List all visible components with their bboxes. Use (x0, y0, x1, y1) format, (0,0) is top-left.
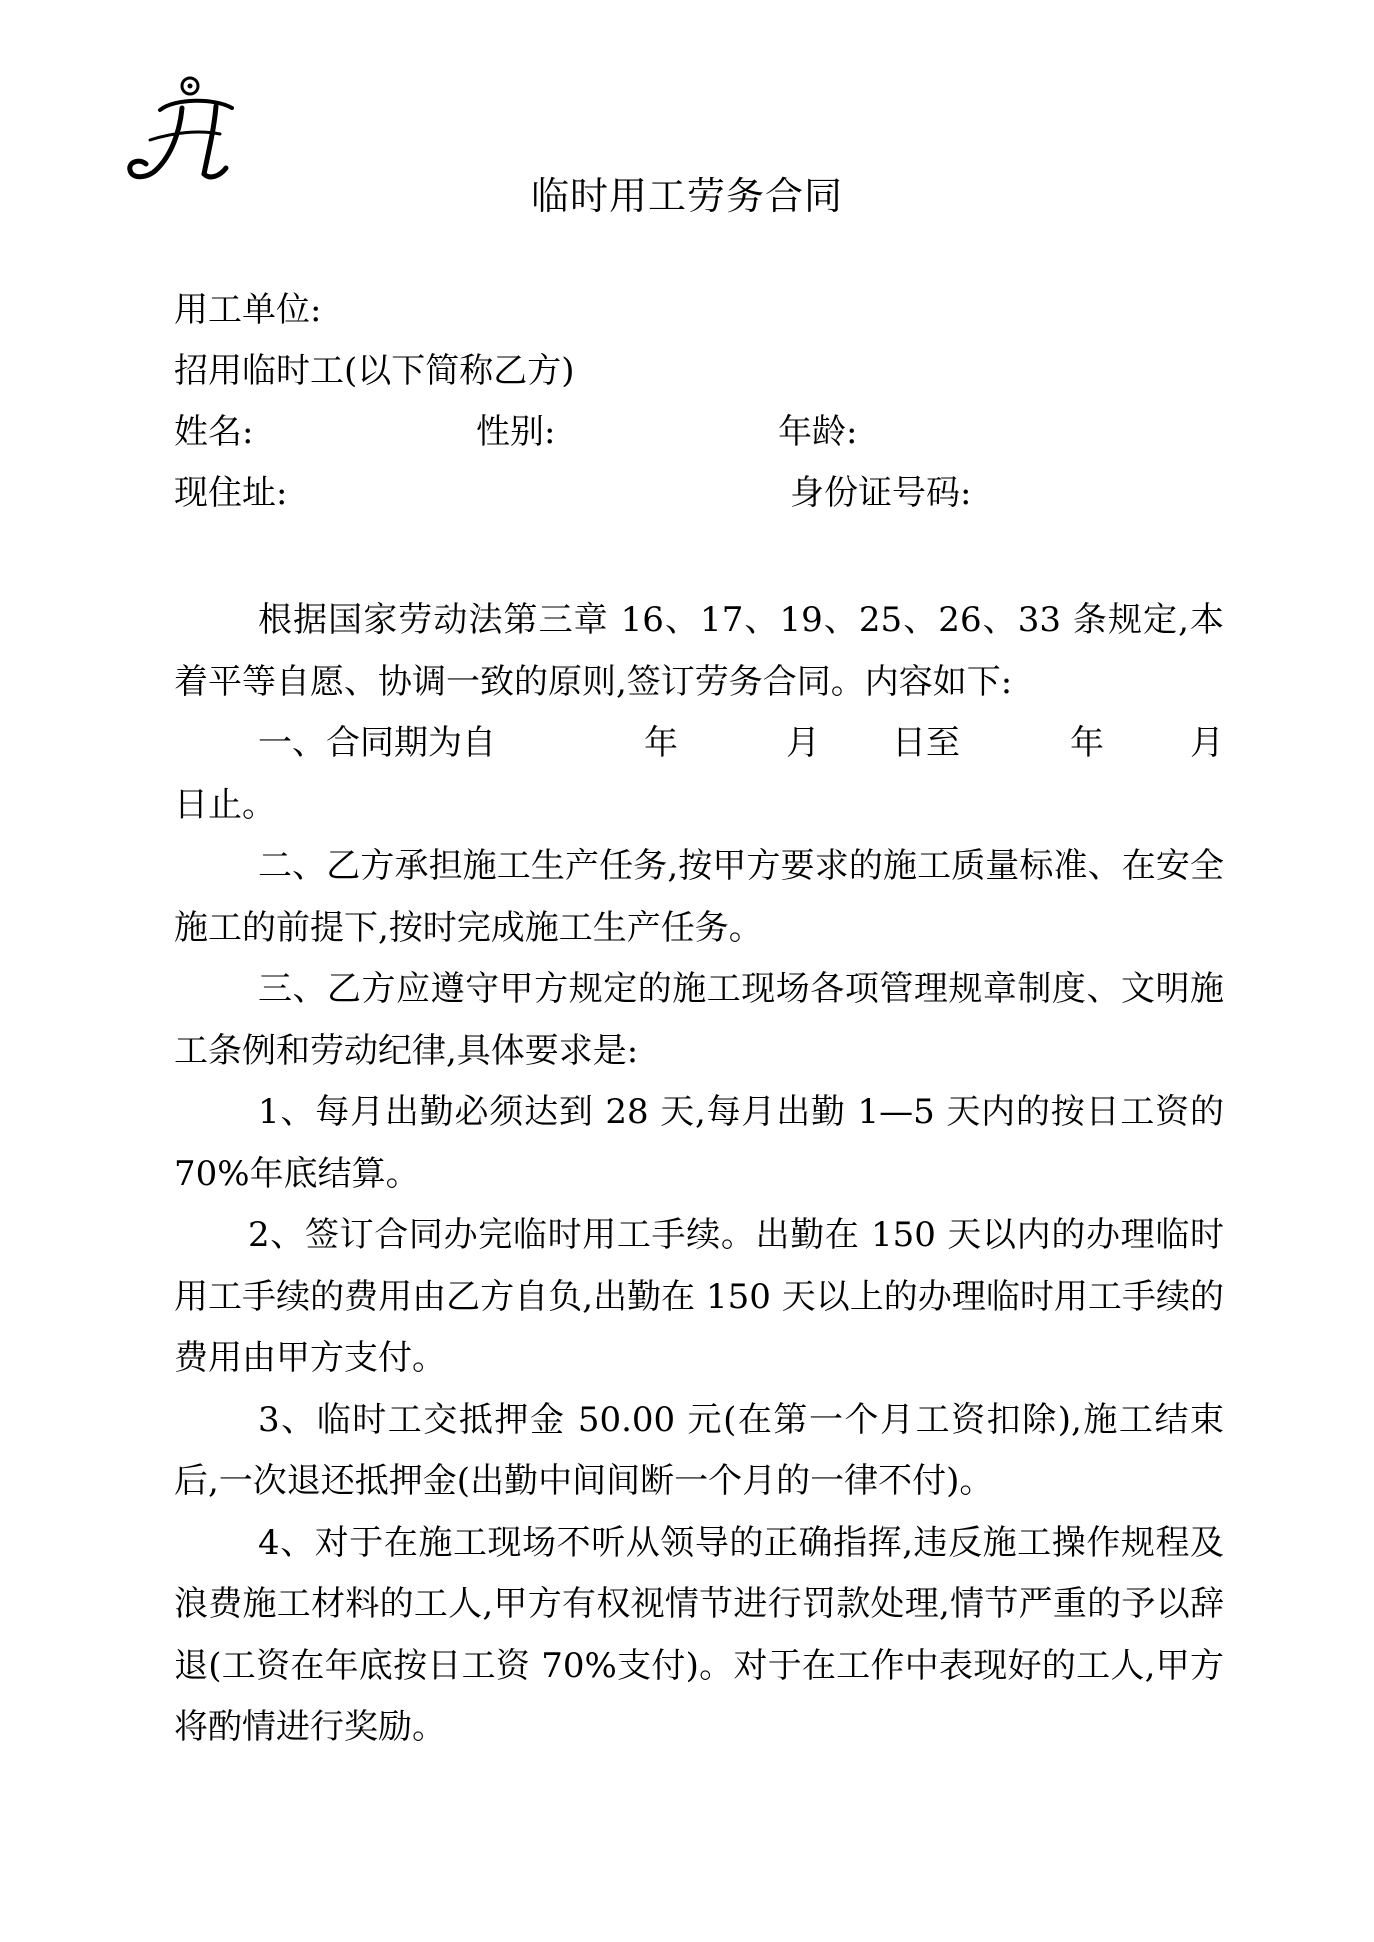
clause-2: 二、乙方承担施工生产任务,按甲方要求的施工质量标准、在安全施工的前提下,按时完成施工生产任务。 (174, 846, 1224, 948)
requirement-item-2: 2、签订合同办完临时用工手续。出勤在 150 天以内的办理临时用工手续的费用由乙方自负,出勤在 150 天以上的办理临时用工手续的费用由甲方支付。 (174, 1215, 1224, 1378)
preamble-paragraph: 根据国家劳动法第三章 16、17、19、25、26、33 条规定,本着平等自愿、协调一致的原则,签订劳务合同。内容如下: (174, 600, 1224, 702)
requirement-item-4: 4、对于在施工现场不听从领导的正确指挥,违反施工操作规程及浪费施工材料的工人,甲方有权视情节进行罚款处理,情节严重的予以辞退(工资在年底按日工资 70%支付)。对于在工作中表现好的工人,甲方将酌情进行奖励。 (174, 1522, 1224, 1747)
name-label: 姓名: (174, 412, 254, 452)
clause-3: 三、乙方应遵守甲方规定的施工现场各项管理规章制度、文明施工条例和劳动纪律,具体要求是: (174, 969, 1224, 1071)
term-day-to: 日至 (892, 723, 960, 763)
requirement-item-3: 3、临时工交抵押金 50.00 元(在第一个月工资扣除),施工结束后,一次退还抵押金(出勤中间间断一个月的一律不付)。 (174, 1399, 1224, 1501)
worker-intro-label: 招用临时工(以下简称乙方) (174, 351, 575, 391)
document-title: 临时用工劳务合同 (530, 174, 843, 218)
contract-body (174, 590, 1224, 1759)
term-end: 日止。 (174, 784, 276, 825)
term-prefix: 一、合同期为自 (258, 723, 496, 763)
term-month-start: 月 (786, 723, 820, 763)
employer-label: 用工单位: (174, 290, 322, 330)
address-label: 现住址: (174, 473, 288, 513)
age-label: 年龄: (778, 412, 858, 452)
term-year-start: 年 (644, 723, 678, 763)
term-year-end: 年 (1070, 723, 1104, 763)
requirement-item-1: 1、每月出勤必须达到 28 天,每月出勤 1—5 天内的按日工资的 70%年底结算。 (174, 1092, 1224, 1194)
gender-label: 性别: (476, 412, 556, 452)
term-month-end: 月 (1190, 723, 1224, 763)
id-number-label: 身份证号码: (790, 473, 972, 513)
contract-term-line (174, 713, 1224, 775)
